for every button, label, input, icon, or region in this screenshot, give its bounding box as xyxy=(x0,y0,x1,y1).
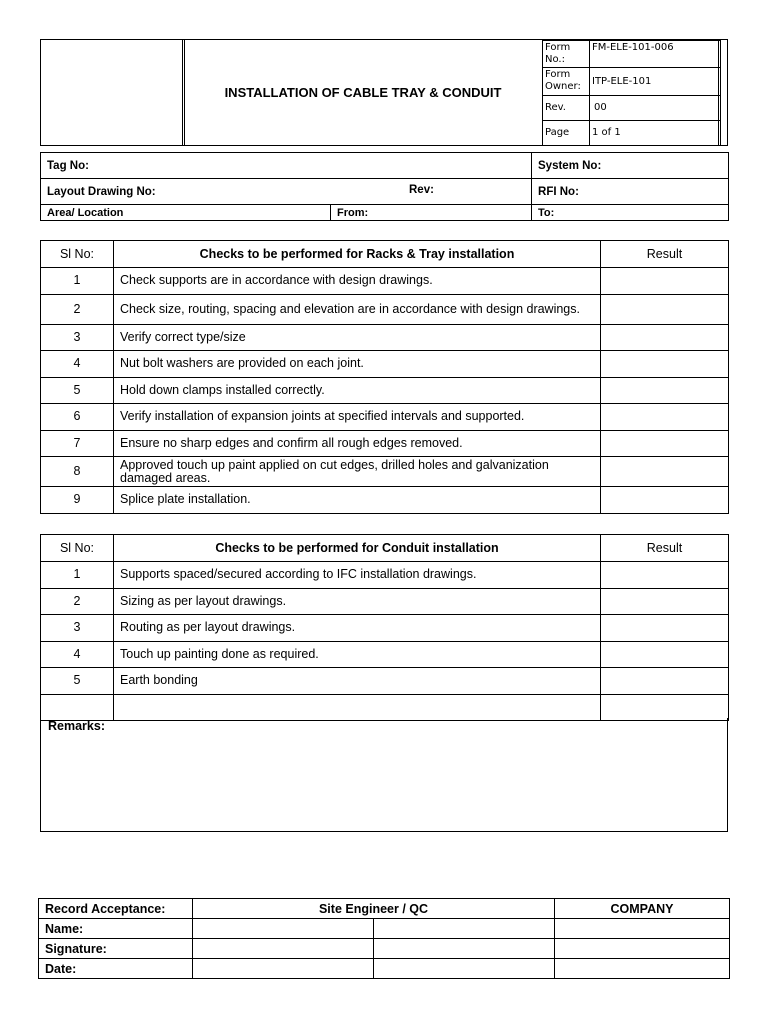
row-no: 9 xyxy=(41,487,114,514)
rev-label: Rev: xyxy=(409,184,434,196)
date-label: Date: xyxy=(39,959,193,979)
conduit-checks-table xyxy=(40,534,729,721)
signature-cell[interactable] xyxy=(193,939,374,959)
result-cell[interactable] xyxy=(601,294,729,324)
name-cell[interactable] xyxy=(555,919,730,939)
form-meta xyxy=(542,40,727,145)
signature-cell[interactable] xyxy=(555,939,730,959)
col-header-no: Sl No: xyxy=(41,535,114,562)
result-cell[interactable] xyxy=(601,487,729,514)
row-check: Verify installation of expansion joints at specified intervals and supported. xyxy=(114,404,601,431)
record-acceptance-label: Record Acceptance: xyxy=(39,899,193,919)
row-no: 3 xyxy=(41,615,114,642)
col-header-result: Result xyxy=(601,535,729,562)
result-cell[interactable] xyxy=(601,615,729,642)
row-no: 5 xyxy=(41,377,114,404)
result-cell[interactable] xyxy=(601,430,729,457)
col-header-result: Result xyxy=(601,241,729,268)
row-no: 1 xyxy=(41,268,114,295)
result-cell[interactable] xyxy=(601,668,729,695)
layout-drawing-field[interactable] xyxy=(41,179,532,205)
row-no: 2 xyxy=(41,588,114,615)
row-check: Routing as per layout drawings. xyxy=(114,615,601,642)
row-check[interactable] xyxy=(114,694,601,721)
col-header-no: Sl No: xyxy=(41,241,114,268)
row-check: Ensure no sharp edges and confirm all rough edges removed. xyxy=(114,430,601,457)
info-table xyxy=(40,152,729,221)
remarks-label: Remarks: xyxy=(48,719,105,733)
row-no: 8 xyxy=(41,457,114,487)
row-check: Verify correct type/size xyxy=(114,324,601,351)
row-check: Nut bolt washers are provided on each joint. xyxy=(114,351,601,378)
row-no: 2 xyxy=(41,294,114,324)
name-label: Name: xyxy=(39,919,193,939)
row-check: Splice plate installation. xyxy=(114,487,601,514)
form-header xyxy=(40,39,728,146)
col-header-check: Checks to be performed for Racks & Tray installation xyxy=(114,241,601,268)
meta-label: Form No.: xyxy=(543,41,590,68)
meta-value: 1 of 1 xyxy=(590,121,721,146)
result-cell[interactable] xyxy=(601,404,729,431)
remarks-box[interactable] xyxy=(40,718,728,832)
header-right-border xyxy=(718,40,719,145)
name-cell[interactable] xyxy=(374,919,555,939)
row-check: Sizing as per layout drawings. xyxy=(114,588,601,615)
company-header: COMPANY xyxy=(555,899,730,919)
signature-cell[interactable] xyxy=(374,939,555,959)
meta-value: ITP-ELE-101 xyxy=(590,68,721,96)
row-no: 5 xyxy=(41,668,114,695)
row-check: Approved touch up paint applied on cut edges, drilled holes and galvanization damaged areas. xyxy=(114,457,601,487)
row-no: 7 xyxy=(41,430,114,457)
layout-drawing-label: Layout Drawing No: xyxy=(47,185,156,198)
from-field[interactable]: From: xyxy=(331,205,532,221)
row-no: 6 xyxy=(41,404,114,431)
meta-label: Form Owner: xyxy=(543,68,590,96)
meta-label: Rev. xyxy=(543,96,590,121)
result-cell[interactable] xyxy=(601,324,729,351)
signature-label: Signature: xyxy=(39,939,193,959)
meta-label: Page xyxy=(543,121,590,146)
acceptance-table xyxy=(38,898,730,979)
date-cell[interactable] xyxy=(555,959,730,979)
result-cell[interactable] xyxy=(601,562,729,589)
row-check: Supports spaced/secured according to IFC installation drawings. xyxy=(114,562,601,589)
area-location-field[interactable]: Area/ Location xyxy=(41,205,331,221)
result-cell[interactable] xyxy=(601,351,729,378)
result-cell[interactable] xyxy=(601,694,729,721)
form-title: INSTALLATION OF CABLE TRAY & CONDUIT xyxy=(224,85,502,100)
row-no: 1 xyxy=(41,562,114,589)
row-no: 3 xyxy=(41,324,114,351)
row-check: Check supports are in accordance with design drawings. xyxy=(114,268,601,295)
result-cell[interactable] xyxy=(601,377,729,404)
logo-area xyxy=(41,40,183,145)
system-no-field[interactable]: System No: xyxy=(532,153,729,179)
date-cell[interactable] xyxy=(374,959,555,979)
tag-no-field[interactable]: Tag No: xyxy=(41,153,532,179)
date-cell[interactable] xyxy=(193,959,374,979)
row-no xyxy=(41,694,114,721)
col-header-check: Checks to be performed for Conduit installation xyxy=(114,535,601,562)
row-check: Check size, routing, spacing and elevation are in accordance with design drawings. xyxy=(114,294,601,324)
row-no: 4 xyxy=(41,641,114,668)
meta-value: 00 xyxy=(590,96,721,121)
result-cell[interactable] xyxy=(601,641,729,668)
to-field[interactable]: To: xyxy=(532,205,729,221)
row-check: Hold down clamps installed correctly. xyxy=(114,377,601,404)
result-cell[interactable] xyxy=(601,268,729,295)
row-no: 4 xyxy=(41,351,114,378)
meta-value: FM-ELE-101-006 xyxy=(590,41,721,68)
site-engineer-header: Site Engineer / QC xyxy=(193,899,555,919)
result-cell[interactable] xyxy=(601,588,729,615)
result-cell[interactable] xyxy=(601,457,729,487)
rfi-no-field[interactable]: RFI No: xyxy=(532,179,729,205)
row-check: Touch up painting done as required. xyxy=(114,641,601,668)
name-cell[interactable] xyxy=(193,919,374,939)
row-check: Earth bonding xyxy=(114,668,601,695)
racks-tray-checks-table xyxy=(40,240,729,514)
